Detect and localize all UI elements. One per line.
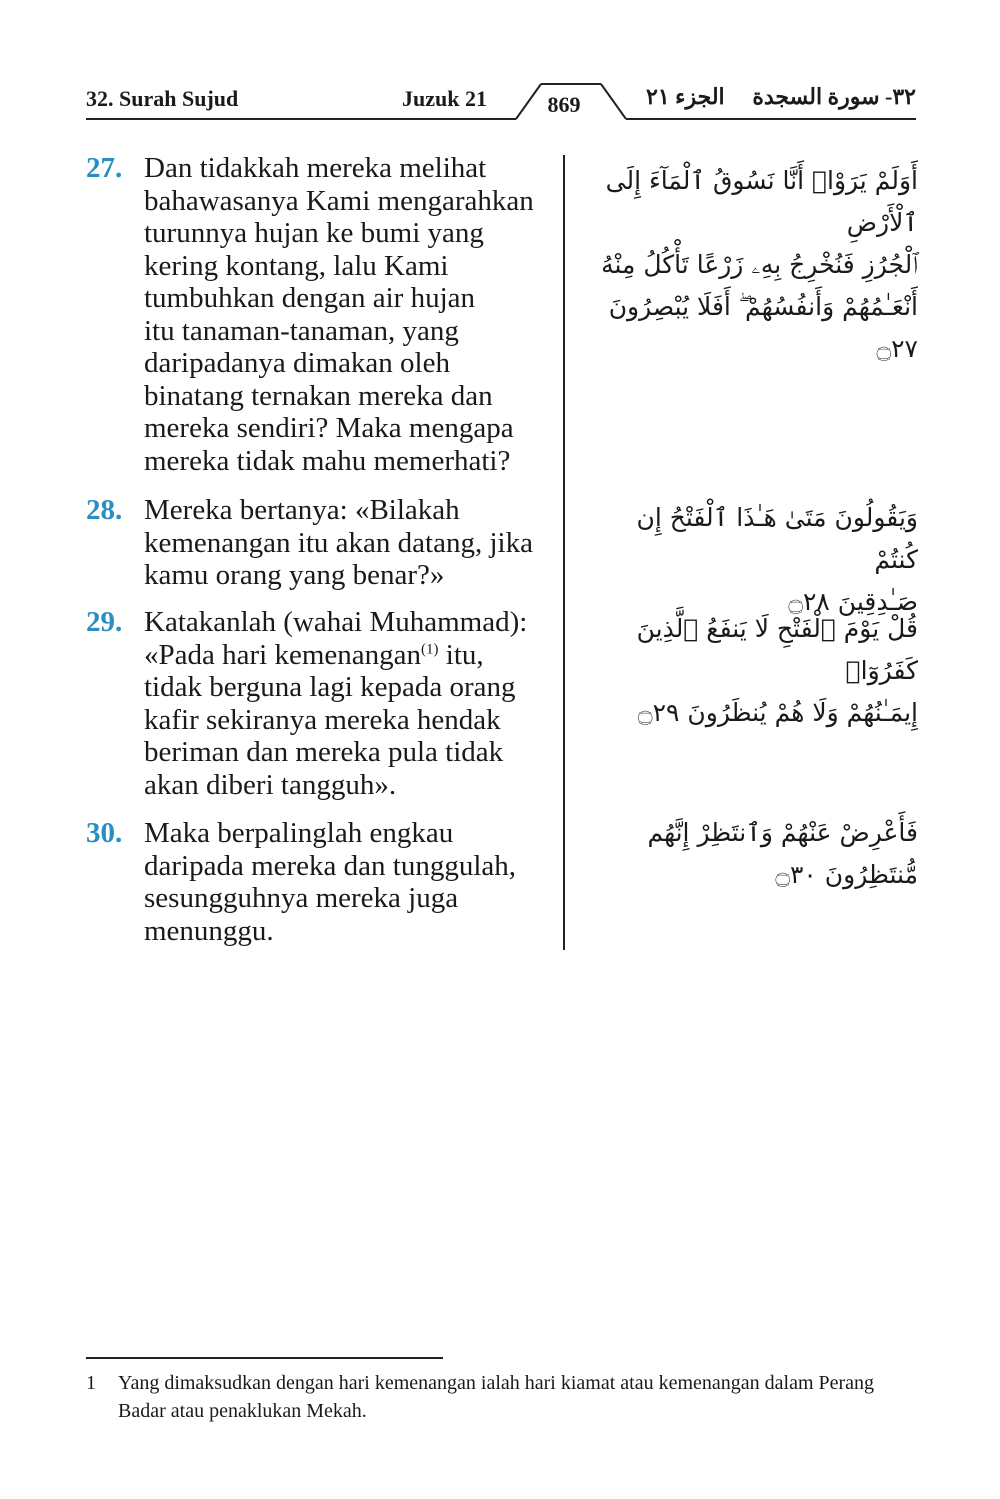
verse-29 — [86, 606, 556, 801]
verse-28-arabic — [590, 497, 918, 623]
verse-translation — [144, 817, 556, 947]
translation-fragment: itu, — [438, 638, 484, 671]
translation-line: kamu orang yang benar?» — [144, 559, 445, 591]
column-divider — [563, 155, 565, 950]
surah-title-latin: 32. Surah Sujud — [86, 86, 239, 111]
translation-line: sesungguhnya mereka juga — [144, 882, 459, 914]
footnote-reference[interactable]: (1) — [421, 640, 439, 657]
verse-30-arabic — [590, 812, 918, 896]
footnote — [86, 1369, 916, 1425]
verse-27-arabic — [590, 160, 918, 370]
verse-number: 27. — [86, 152, 123, 184]
arabic-line: أَنْعَـٰمُهُمْ وَأَنفُسُهُمْ ۖ أَفَلَا يُبْصِرُونَ ۝٢٧ — [608, 292, 918, 363]
translation-line: turunnya hujan ke bumi yang — [144, 217, 484, 249]
surah-title-arabic: ٣٢- سورة السجدة — [752, 84, 916, 109]
arabic-line: صَـٰدِقِينَ ۝٢٨ — [788, 587, 918, 616]
translation-line: Mereka bertanya: «Bilakah — [144, 494, 460, 526]
translation-line: akan diberi tangguh». — [144, 768, 397, 801]
arabic-line: وَيَقُولُونَ مَتَىٰ هَـٰذَا ٱلْفَتْحُ إِن كُنتُمْ — [636, 503, 918, 574]
juz-label-latin: Juzuk 21 — [402, 86, 487, 111]
translation-line: Maka berpalinglah engkau — [144, 817, 454, 849]
verse-29-arabic — [590, 608, 918, 734]
translation-line: tidak berguna lagi kepada orang — [144, 671, 516, 703]
verse-number: 29. — [86, 606, 123, 638]
translation-line: kemenangan itu akan datang, jika — [144, 526, 533, 559]
translation-line: tumbuhkan dengan air hujan — [144, 282, 475, 314]
footnote-number: 1 — [86, 1372, 96, 1394]
translation-line — [144, 639, 556, 672]
verse-translation — [144, 152, 556, 477]
arabic-line: أَوَلَمْ يَرَوْا۟ أَنَّا نَسُوقُ ٱلْمَآءَ إِلَى ٱلْأَرْضِ — [605, 166, 918, 237]
verse-28 — [86, 494, 556, 592]
translation-fragment: «Pada hari kemenangan — [144, 638, 422, 671]
translation-line: mereka sendiri? Maka mengapa — [144, 412, 514, 444]
arabic-line: قُلْ يَوْمَ ٱلْفَتْحِ لَا يَنفَعُ ٱلَّذِينَ كَفَرُوٓا۟ — [636, 614, 918, 685]
translation-line: binatang ternakan mereka dan — [144, 379, 493, 412]
translation-line: Dan tidakkah mereka melihat — [144, 152, 487, 184]
translation-line: itu tanaman-tanaman, yang — [144, 314, 459, 347]
translation-line: daripadanya dimakan oleh — [144, 347, 450, 379]
verse-number: 28. — [86, 494, 123, 526]
verse-translation — [144, 606, 556, 801]
translation-line: Katakanlah (wahai Muhammad): — [144, 606, 528, 638]
verse-number: 30. — [86, 817, 123, 849]
arabic-line: إِيمَـٰنُهُمْ وَلَا هُمْ يُنظَرُونَ ۝٢٩ — [637, 698, 918, 727]
translation-line: kering kontang, lalu Kami — [144, 249, 449, 282]
translation-line: daripada mereka dan tunggulah, — [144, 849, 517, 882]
footnote-separator — [86, 1357, 443, 1359]
verse-30 — [86, 817, 556, 947]
translation-line: bahawasanya Kami mengarahkan — [144, 184, 534, 217]
arabic-line: ٱلْجُرُزِ فَنُخْرِجُ بِهِۦ زَرْعًا تَأْكُلُ مِنْهُ — [601, 250, 918, 279]
juz-label-arabic: الجزء ٢١ — [646, 84, 725, 109]
footnote-text: Yang dimaksudkan dengan hari kemenangan ialah hari kiamat atau kemenangan dalam Perang Badar atau penaklukan Mekah. — [118, 1372, 875, 1422]
page-header — [86, 82, 916, 122]
verse-27 — [86, 152, 556, 477]
arabic-line: فَأَعْرِضْ عَنْهُمْ وَٱنتَظِرْ إِنَّهُم مُّنتَظِرُونَ ۝٣٠ — [647, 818, 918, 889]
translation-line: mereka tidak mahu memerhati? — [144, 444, 511, 477]
verse-translation — [144, 494, 556, 592]
page-number: 869 — [547, 92, 581, 117]
translation-line: beriman dan mereka pula tidak — [144, 736, 504, 768]
translation-line: kafir sekiranya mereka hendak — [144, 703, 501, 736]
translation-line: menunggu. — [144, 914, 274, 947]
